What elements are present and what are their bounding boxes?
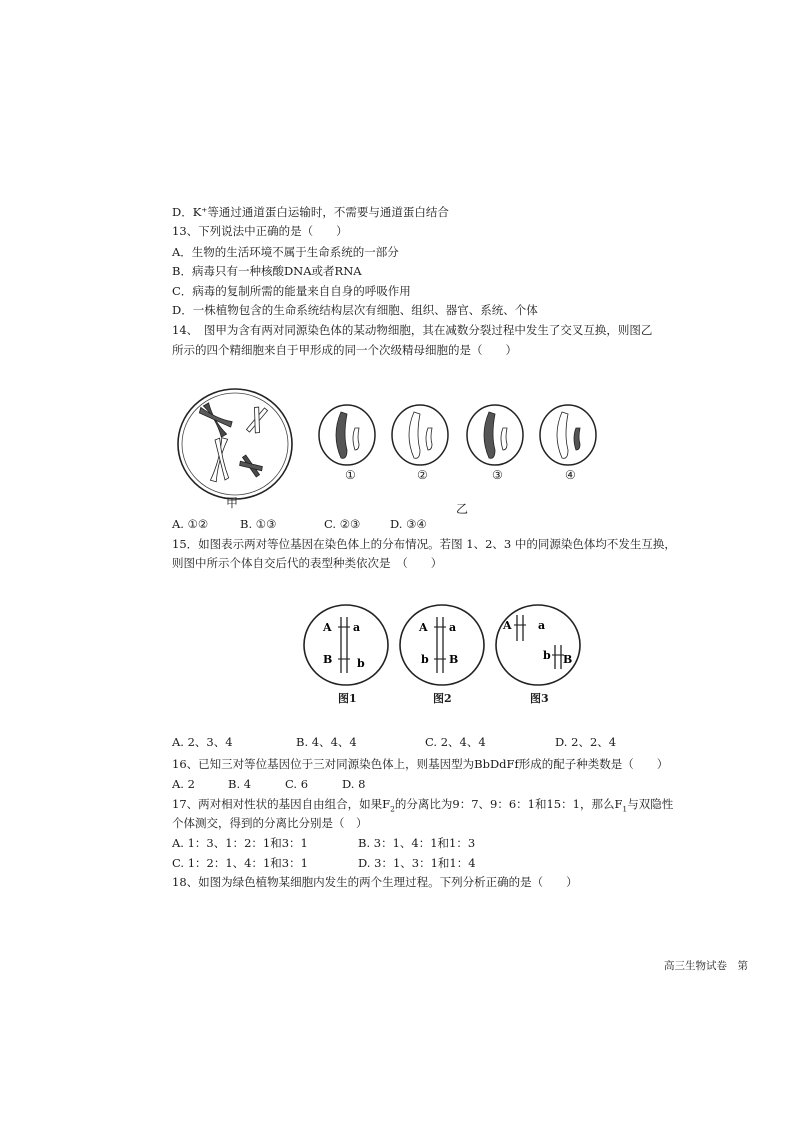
figure-14-yi-cells <box>315 400 605 490</box>
q12-option-d: D．K⁺等通过通道蛋白运输时，不需要与通道蛋白结合 <box>172 205 449 219</box>
q13-option-a: A．生物的生活环境不属于生命系统的一部分 <box>172 245 399 259</box>
q13-option-c: C．病毒的复制所需的能量来自自身的呼吸作用 <box>172 284 411 298</box>
q15-option-b: B. 4、4、4 <box>296 735 357 749</box>
q17-subscript-1: 1 <box>622 804 628 814</box>
q16-option-d: D. 8 <box>342 777 366 791</box>
q16-option-a: A. 2 <box>172 777 195 791</box>
gene-A: A <box>419 621 428 634</box>
gene-B: B <box>563 653 573 666</box>
q15-option-a: A. 2、3、4 <box>172 735 233 749</box>
gene-B: B <box>449 653 459 666</box>
cell-number-2: ② <box>417 468 428 482</box>
gene-b: b <box>357 657 365 670</box>
q14-option-c: C. ②③ <box>324 517 361 531</box>
q14-stem-line1: 14、 图甲为含有两对同源染色体的某动物细胞，其在减数分裂过程中发生了交叉互换，则图乙 <box>172 323 653 337</box>
sperm-cell-1 <box>319 405 375 465</box>
q14-stem-line2: 所示的四个精细胞来自于甲形成的同一个次级精母细胞的是（ ） <box>172 343 517 357</box>
q16-option-c: C. 6 <box>285 777 309 791</box>
q17-text-b: 的分离比为9：7、9：6：1和15：1，那么F <box>394 797 623 811</box>
q15-option-c: C. 2、4、4 <box>425 735 486 749</box>
gene-A: A <box>323 621 332 634</box>
q13-stem: 13、下列说法中正确的是（ ） <box>172 224 348 238</box>
q14-option-d: D. ③④ <box>390 517 427 531</box>
figure-label-yi: 乙 <box>456 502 469 516</box>
q15-stem-line2: 则图中所示个体自交后代的表型种类依次是 （ ） <box>172 556 443 570</box>
cell-number-3: ③ <box>492 468 503 482</box>
cell-number-1: ① <box>345 468 356 482</box>
caption-fig1: 图1 <box>338 692 357 705</box>
cell-number-4: ④ <box>565 468 576 482</box>
q17-option-c: C. 1：2：1、4：1和3：1 <box>172 856 308 870</box>
q17-stem-line2: 个体测交，得到的分离比分别是（ ） <box>172 816 368 830</box>
figure-15-circle-3 <box>493 603 583 689</box>
q17-text-a: 17、两对相对性状的基因自由组合，如果F <box>172 797 391 811</box>
page-footer: 高三生物试卷 第 <box>664 960 748 972</box>
gene-b: b <box>421 653 429 666</box>
q15-stem-line1: 15．如图表示两对等位基因在染色体上的分布情况。若图 1、2、3 中的同源染色体均不发生互换， <box>172 537 676 551</box>
q17-stem-line1 <box>172 796 673 812</box>
gene-a: a <box>449 621 457 634</box>
gene-B: B <box>323 653 333 666</box>
q16-stem: 16、已知三对等位基因位于三对同源染色体上，则基因型为BbDdFf形成的配子种类数是（ ） <box>172 757 669 771</box>
sperm-cell-2 <box>392 405 448 465</box>
q15-option-d: D. 2、2、4 <box>555 735 617 749</box>
caption-fig3: 图3 <box>530 692 549 705</box>
figure-14-jia <box>175 388 295 503</box>
q14-option-b: B. ①③ <box>240 517 277 531</box>
gene-A: A <box>503 619 512 632</box>
q18-stem: 18、如图为绿色植物某细胞内发生的两个生理过程。下列分析正确的是（ ） <box>172 875 578 889</box>
q13-option-d: D．一株植物包含的生命系统结构层次有细胞、组织、器官、系统、个体 <box>172 303 538 317</box>
sperm-cell-3 <box>467 405 523 465</box>
caption-fig2: 图2 <box>433 692 452 705</box>
gene-a: a <box>353 621 361 634</box>
q13-option-b: B．病毒只有一种核酸DNA或者RNA <box>172 264 362 278</box>
q17-subscript-2: 2 <box>390 804 395 814</box>
gene-a: a <box>538 619 546 632</box>
q17-option-d: D. 3：1、3：1和1：4 <box>358 856 476 870</box>
q16-option-b: B. 4 <box>228 777 252 791</box>
gene-b: b <box>543 649 551 662</box>
q17-option-a: A. 1：3、1：2：1和3：1 <box>172 836 308 850</box>
q14-option-a: A. ①② <box>172 517 209 531</box>
q17-option-b: B. 3：1、4：1和1：3 <box>358 836 476 850</box>
figure-15-circle-2 <box>397 603 487 689</box>
figure-label-jia: 甲 <box>226 496 239 510</box>
sperm-cell-4 <box>540 405 596 465</box>
q17-text-c: 与双隐性 <box>627 797 674 811</box>
figure-15-circle-1 <box>301 603 391 689</box>
